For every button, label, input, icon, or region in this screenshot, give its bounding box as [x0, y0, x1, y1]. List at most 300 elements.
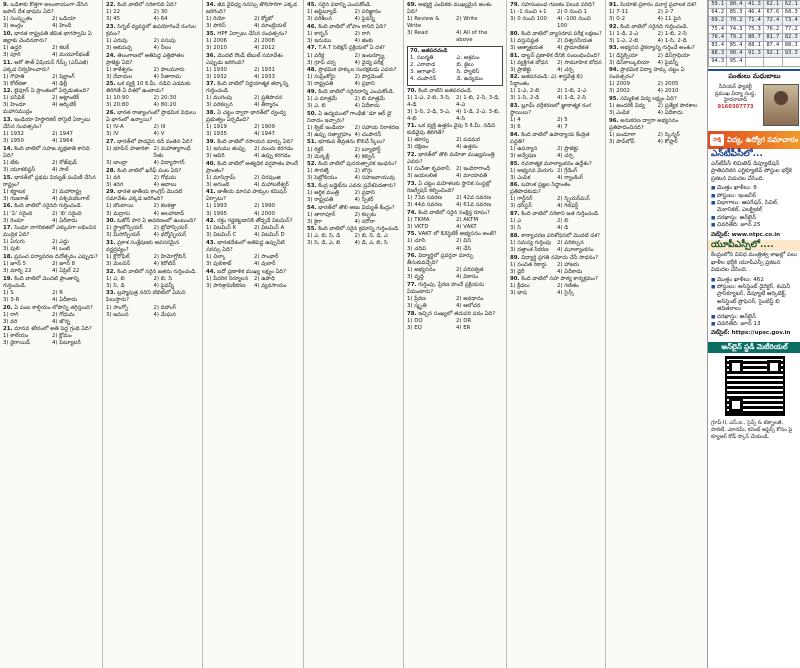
question-text: ఏ ఉద్యమంలో గాంధీజీ 'డూ ఆర్ డై' నినాదం ఇచ్చారు? [307, 110, 393, 124]
question-item [307, 161, 400, 182]
option-item: 4) 64 [153, 16, 168, 23]
option-item: 4) పైవన్నీ [153, 282, 175, 289]
question-text: మొదటి రౌండ్ టేబుల్ సమావేశం ఎప్పుడు జరిగింది? [206, 52, 283, 66]
upsc-bullet: ■ మొత్తం ఖాళీలు: 462 [711, 277, 798, 284]
score-cell: 72.4 [764, 17, 782, 25]
option-item: 2) III [153, 124, 166, 131]
question-options [510, 283, 602, 297]
score-row [709, 50, 800, 58]
option-item: 4) సాల్ [52, 167, 69, 174]
option-item: 4) స్పీకర్ [354, 197, 374, 204]
question-options [106, 203, 199, 217]
question-options [307, 212, 400, 226]
option-item: 1) DQ [407, 317, 423, 324]
question-number: 54. [307, 204, 317, 211]
question-item [206, 240, 300, 268]
question-options [106, 124, 199, 138]
question-text: ఏ చట్టం మహిళలకు స్థానిక సంస్థల్లో రిజర్వేషన్ కల్పించింది? [407, 180, 492, 194]
question-item [3, 2, 99, 30]
section-banner [708, 131, 800, 149]
option-item: 3) డిస్‌కాల్కులియా [609, 59, 650, 66]
question-options [206, 67, 300, 81]
option-item: 4) తీర్మానం [254, 102, 279, 109]
option-item: 4) ఢిల్లీ [52, 80, 68, 87]
option-item: 1) అభ్యసన మెరుగు [510, 167, 554, 174]
question-column-3 [202, 0, 303, 668]
question-item [307, 183, 400, 204]
option-item: 1) వ్యక్తిగత బోధన [510, 59, 549, 66]
option-item: 4) వ్యవసాయం [254, 282, 287, 289]
online-material-heading: ఆన్‌లైన్ స్టడీ మెటీరియల్ [708, 342, 800, 353]
match-right-item: డి. ఉద్యమం [456, 76, 483, 83]
score-cell: 92.1 [764, 50, 782, 58]
question-item [206, 161, 300, 189]
score-cell: 75.3 [745, 25, 763, 33]
question-number: 95. [609, 95, 619, 102]
option-item: 4) ఏదీకాదు [52, 296, 78, 303]
question-item [609, 118, 704, 146]
option-item: 2) ఎద్దు [52, 239, 69, 246]
option-item: 3) 1-సి, 2-డి [510, 95, 540, 102]
upsc-website[interactable]: వెబ్‌సైట్: https://upsc.gov.in [711, 330, 791, 337]
score-cell: 93.3 [782, 50, 800, 58]
option-item: 2) పరిజ్ఞానం [354, 9, 381, 16]
question-item [510, 276, 602, 297]
option-item: 4) పిట్యూటరీ [52, 340, 81, 347]
score-cell: 77.2 [782, 25, 800, 33]
question-text: ప్రాథమిక విద్యా హక్కు చట్టం ఏ సంవత్సరం? [609, 67, 685, 81]
option-item: 3) కోల్‌కతా [3, 80, 27, 87]
option-item: 3) హిందూ మహాసముద్రం [3, 102, 33, 116]
question-options [206, 254, 300, 268]
question-options [407, 296, 503, 310]
option-item: 3) ఆవిరి [206, 152, 225, 159]
question-item [3, 326, 99, 347]
question-number: 73. [407, 180, 417, 187]
author-heading: పంతులు మధుబాబు [708, 69, 800, 82]
score-cell [782, 58, 800, 66]
question-options [407, 16, 503, 44]
question-text: T.A.T సెలెక్షన్ ప్రక్రియలో ఏ దశ? [316, 45, 385, 52]
question-options [3, 131, 99, 145]
match-left-item: 4. చంపారన్ [410, 76, 437, 83]
option-item: 1) విటమిన్ K [206, 225, 236, 232]
question-number: 83. [510, 103, 520, 110]
question-options [3, 312, 99, 326]
option-item: 2) AKTM [456, 216, 478, 223]
option-item: 1) TKMA [407, 216, 430, 223]
question-item [609, 2, 704, 23]
option-item: 3) IV [106, 131, 119, 138]
option-item: 4) ఏదీకాదు [557, 268, 583, 275]
option-item: 3) పులికాట్ [206, 261, 232, 268]
banner-text: విద్య, ఉద్యోగ సమాచారం [727, 135, 799, 145]
question-number: 42. [206, 218, 216, 225]
question-number: 19. [3, 275, 13, 282]
question-options [510, 38, 602, 52]
option-item: 4) ఆలోచన [456, 303, 481, 310]
question-column-4 [303, 0, 403, 668]
option-item: 4) విటమిన్ D [254, 232, 285, 239]
option-item: 4) ర్యాంకింగ్ [557, 174, 584, 181]
option-item: 4) ఉప్పు కరగడం [254, 152, 291, 159]
question-options [106, 305, 199, 319]
question-text: సరైన పదాన్ని ఎంచుకోండి. [316, 2, 372, 8]
option-item: 3) జయలలిత [407, 173, 438, 180]
question-text: ఒడిశాకు కొత్తగా అలంకాయంగా చేసిన జపాన్ దేశ భాషను ఏది? [3, 2, 88, 16]
question-number: 53. [307, 182, 317, 189]
question-number: 22. [106, 2, 116, 8]
option-item: 2) బొగ్గు [354, 168, 373, 175]
question-options [3, 333, 99, 347]
question-item [407, 88, 503, 123]
question-number: 55. [307, 226, 317, 233]
option-item: 4) డి, ఎ, బి, సి [354, 240, 388, 247]
question-options [307, 168, 400, 182]
question-number: 96. [609, 117, 619, 124]
option-item: 1) అందరికీ విద్య [609, 103, 645, 110]
option-item: 1) ముగింపు [206, 95, 233, 102]
score-cell: 62.1 [782, 1, 800, 9]
question-text: కింది వాటిలో సహజ వృక్షజాతి కానిది ఏది? [3, 145, 90, 159]
question-options [206, 124, 300, 138]
option-item: 2) 42వ సవరణ [456, 195, 491, 201]
question-item [3, 203, 99, 224]
question-number: 89. [510, 254, 520, 261]
question-column-6 [506, 0, 605, 668]
question-number: 74. [407, 209, 417, 216]
question-options [307, 190, 400, 204]
option-item: 2) ప్రతిపాదన [254, 95, 283, 102]
option-item: 3) ఉప్పు సత్యాగ్రహం [307, 131, 352, 138]
option-item: 4) కోహ్లర్ [657, 138, 678, 145]
option-item: 1) రిక్టర్ [307, 146, 324, 153]
option-item: 3) 1-సి, 2-డి, 3-ఎ, 4-బి [407, 108, 451, 122]
question-options [106, 9, 199, 23]
option-item: 1) 2009 [609, 81, 630, 88]
option-item: 2) 30 [153, 9, 168, 16]
option-item: 1) 22 [106, 9, 121, 16]
question-number: 13. [3, 117, 13, 124]
ntpc-bullet: ■ చివరితేది: జూన్ 25 [711, 222, 798, 229]
option-item: 3) వృద్ధి [407, 274, 424, 281]
option-item: 3) 6 [510, 124, 521, 131]
question-options [206, 16, 300, 30]
option-item: 3) పరిశీలన [307, 16, 332, 23]
option-item: 3) మెర్కల్లీ [307, 153, 330, 160]
score-cell: 88.1 [745, 42, 763, 50]
option-item: 1) బొంబాయి [106, 203, 134, 210]
question-text: కింది వాటిలో సరైనది గుర్తించండి. [618, 23, 689, 30]
option-item: 3) డైరీ [510, 268, 525, 275]
score-cell: 88.3 [782, 42, 800, 50]
score-cell: 95.4 [727, 58, 745, 66]
option-item: 4) పైవన్నీ [354, 16, 376, 23]
question-text: పియాజె ప్రకారం మూర్త ప్రచాలక దశ? [618, 2, 697, 8]
option-item: 4) చేసి [456, 245, 472, 252]
question-text: ప్రకాశ సంశ్లేషణకు అవసరమైన వర్ణద్రవ్యం? [106, 239, 180, 253]
question-column-2 [102, 0, 202, 668]
option-item: 1) క్లోరోఫిల్ [106, 253, 130, 260]
question-item [510, 182, 602, 210]
option-item: 3) 2010 [206, 44, 227, 51]
option-item: 4) గిల్‌ఫర్డ్ [557, 203, 579, 210]
option-item: 2) 2-7 [657, 9, 674, 16]
question-options [609, 81, 704, 95]
option-item: 2) సహాయ నిరాకరణ [354, 124, 400, 131]
option-item: 4) నీలం [153, 44, 172, 51]
question-options [407, 95, 503, 123]
option-item: 2) బి [557, 218, 569, 225]
score-table [708, 0, 800, 67]
option-item: 1) 7-11 [609, 9, 629, 16]
question-options [510, 9, 602, 30]
question-item [407, 253, 503, 281]
option-item: 4) ఒంటె [52, 246, 71, 253]
score-cell: 85.4 [727, 42, 745, 50]
option-item: 2) కల్పకం [354, 211, 377, 218]
match-right-item: ఎ. ఆశ్రమం [456, 55, 480, 62]
question-number: 75. [407, 231, 417, 238]
question-options [407, 166, 503, 180]
question-item [407, 311, 503, 332]
option-item: 1) 2006 [206, 37, 227, 44]
option-item: 3) ఎ, బి [307, 103, 326, 110]
option-item: 2) పడమర [456, 137, 480, 144]
option-item: 3) దత్తాంశ సేకరణ [510, 246, 549, 253]
question-text: సిగ్నల్ వ్యవస్థలో ఉపయోగించే రంగుల క్రమం? [106, 23, 196, 37]
ntpc-intro: ఎన్‌టీపీసీ లిమిటెడ్ డిప్యూటేషన్ ప్రాతిపదికన ఎగ్జిక్యూటివ్ పోస్టుల భర్తీకి ప్రకటన విడుదల చేసింది. [711, 161, 792, 182]
question-number: 23. [106, 23, 116, 30]
option-item: 4) 1-డి, 2-ఎ, 3-బి, 4-సి [456, 108, 500, 122]
question-text: ఆరో సౌత్ ఏషియన్ గేమ్స్ (ఎస్ఎజీ) ఎక్కడ నిర్వహించారు? [3, 59, 89, 73]
question-options [106, 95, 199, 109]
question-item [206, 189, 300, 217]
option-item: 4) చర్చ [557, 152, 574, 159]
option-item: 2) 20:30 [153, 95, 177, 102]
question-item [3, 88, 99, 116]
ntpc-website[interactable]: వెబ్‌సైట్: www.ntpc.co.in [711, 231, 781, 238]
question-item [3, 60, 99, 88]
question-options [407, 267, 503, 281]
option-item: 1) మాసిన్రామ్ [206, 174, 236, 181]
option-item: 1) ఎ, బి [106, 275, 125, 282]
option-item: 1) చూసి [407, 238, 426, 245]
question-options [307, 147, 400, 161]
score-cell: 88.3 [709, 50, 727, 58]
question-item [510, 31, 602, 52]
option-item: 3) యూకలిప్టస్ [3, 167, 36, 174]
option-item: 2) స్పియర్‌మన్ [557, 196, 590, 203]
question-number: 87. [510, 211, 520, 218]
option-item: 2) గణితం [557, 283, 579, 290]
option-item: 3) Read [407, 30, 428, 37]
question-item [307, 111, 400, 139]
question-item [609, 96, 704, 117]
author-name: సీనియర్ ఫ్యాకల్టీ [719, 83, 752, 90]
option-item: 3) 44వ సవరణ [407, 202, 442, 209]
question-item [106, 139, 199, 167]
option-item: 2) R [52, 289, 63, 296]
question-item [307, 205, 400, 226]
option-item: 3) పూరి [3, 51, 21, 58]
option-item: 1) కాలేయం [3, 333, 29, 340]
question-number: 10. [3, 30, 13, 37]
option-item: 3) జమున [106, 311, 129, 318]
option-item: 4) VAKT [456, 223, 477, 230]
question-text: సహసంబంధ గుణకం విలువ పరిధి? [519, 2, 595, 8]
question-options [106, 38, 199, 52]
question-text: ఏ పంట కాల్షియం లోపాన్ని తగ్గిస్తుంది? [12, 304, 93, 311]
score-cell: 70.2 [727, 17, 745, 25]
question-options [106, 225, 199, 239]
question-number: 84. [510, 131, 520, 138]
option-item: 3) ప్రాజెక్టు [510, 66, 532, 73]
question-number: 77. [407, 281, 417, 288]
question-text: కార్యాచరణ పరిశోధనలో మొదటి దశ? [519, 232, 600, 239]
option-item: 4) All of the above [456, 30, 488, 44]
option-item: 2) జూన్ 8 [52, 261, 76, 268]
question-item [609, 67, 704, 95]
option-item: 3) 1932 [206, 73, 227, 80]
question-item [106, 110, 199, 138]
sakshi-logo-icon: సాక్షి [710, 134, 724, 146]
question-item [106, 2, 199, 23]
option-item: 4) జొన్న [52, 318, 70, 325]
question-options [407, 195, 503, 209]
option-item: 1) 4 [510, 117, 521, 124]
option-item: 1) 1993 [206, 203, 227, 210]
question-text: భారత రాష్ట్రపతి జీవిత భాగస్వామి ఏ జిల్లాకు చెందినవారు? [3, 30, 92, 44]
option-item: 4) విద్యాసాగర్ [153, 160, 185, 166]
question-text: HPF ఏర్పాటు చేసిన సంవత్సరం? [215, 30, 288, 37]
option-item: 1) 1930 [206, 66, 227, 73]
score-cell: 82.3 [782, 33, 800, 41]
question-text: ప్రాథమిక హక్కుల సంరక్షకుడు ఎవరు? [316, 67, 397, 74]
option-item: 4) హిందీ [52, 23, 72, 30]
question-item [510, 53, 602, 74]
question-text: భారత్‌లో ప్రథమ విద్యుత్ పంపిణీ చేసిన రాష్ట్రం? [3, 174, 96, 188]
question-number: 81. [510, 52, 520, 59]
option-item: 2) Write [456, 16, 478, 23]
question-number: 82. [510, 74, 520, 81]
question-text: విద్యార్థిలో ప్రవర్తనా మార్పు తీసుకువచ్చేది? [407, 253, 474, 267]
option-item: 1) ప్రేరణ [407, 296, 426, 303]
option-item: 3) మార్చి 22 [3, 268, 32, 275]
option-item: 4) ఉత్తరం [456, 144, 478, 151]
option-item: 1) 1-ఎ, 2-బి, 3-సి, 4-డి [407, 94, 451, 108]
question-item [206, 2, 300, 30]
option-item: 4) చంపారన్ [354, 131, 382, 138]
option-item: 3) దేవాదుల [106, 73, 133, 80]
question-options [206, 225, 300, 239]
option-item: 3) గ్రూప్ చర్చ [307, 59, 336, 66]
match-table-title: 70. జతపరచండి [410, 48, 448, 55]
question-item [407, 231, 503, 252]
score-cell: 68.3 [782, 9, 800, 17]
option-item: 2) షిల్లాంగ్ [52, 73, 75, 80]
option-item: 3) భాష [510, 290, 527, 297]
question-options [206, 146, 300, 160]
option-item: 2) 1909 [254, 124, 275, 131]
option-item: 2) బి, సి [153, 275, 173, 282]
question-text: ఏ చట్టం ద్వారా భారత్‌లో ద్వంద్వ ప్రభుత్వం ఏర్పడింది? [206, 110, 286, 124]
upsc-bullets [708, 276, 800, 330]
option-item: 1) ఉద్ఘరి [3, 44, 22, 51]
score-cell: 41.3 [745, 1, 763, 9]
option-item: 1) సంచిత రికార్డు [510, 261, 547, 268]
score-row [709, 25, 800, 33]
question-text: బహుళ ప్రజ్ఞల సిద్ధాంతం ప్రతిపాదకుడు? [510, 182, 571, 196]
match-left-item: 3. ఆగాఖాన్ [410, 69, 436, 76]
score-cell: 87.4 [764, 42, 782, 50]
question-item [407, 2, 503, 44]
option-item: 2) విశ్వసనీయత [557, 37, 593, 44]
question-item [206, 53, 300, 81]
option-item: 4) థర్మోస్ఫియర్ [153, 232, 187, 239]
question-options [3, 16, 99, 30]
question-item [510, 211, 602, 232]
option-item: 2) పరిపక్వత [456, 267, 484, 274]
option-item: 4) డి [557, 225, 569, 232]
question-options [510, 117, 602, 131]
score-row [709, 9, 800, 17]
question-number: 17. [3, 225, 13, 232]
question-number: 20. [3, 304, 13, 311]
question-text: కింది వాటిలో సరైన సంక్షిప్త రూపం? [416, 209, 490, 216]
option-item: 1) పసిఫిక్ [3, 95, 25, 102]
question-item [106, 81, 199, 109]
question-text: కింది వాటిలో సరైన జతను గుర్తించండి. [115, 268, 197, 275]
option-item: 4) మేఘన [153, 311, 176, 318]
question-options [307, 9, 400, 23]
option-item: 1) S [3, 289, 14, 296]
score-row [709, 58, 800, 66]
online-material-note: గ్రూప్-II, ఎస్.ఐ., సైన్స్ & టెక్నాలజీ, పాలిటీ, ఎకానమీ, కరెంట్ అఫైర్స్ కోసం పై క్యూఆర్ కోడ్ స్కాన్ చేయండి. [711, 419, 793, 440]
question-options [3, 211, 99, 225]
option-item: 2) ట్రోపోస్ఫియర్ [153, 225, 188, 232]
question-item [307, 2, 400, 23]
option-item: 2) కటక్ [52, 44, 70, 51]
option-item: 1) వస్తునిష్ఠత [510, 37, 539, 44]
question-text: టైఫూన్ ఏ ప్రాంతంలో ఏర్పడుతుంది? [12, 88, 90, 95]
option-item: 1) క్విట్ ఇండియా [307, 124, 345, 131]
qr-code-icon[interactable] [725, 356, 785, 416]
question-item [609, 45, 704, 66]
option-item: 3) రెండూ [3, 217, 24, 224]
option-item: 3) ఎంపిక [609, 110, 630, 117]
question-text: బ్రహ్మపుత్ర నదిని టిబెట్‌లో ఏమని పిలుస్తారు? [106, 290, 186, 304]
option-item: 3) EQ [407, 324, 422, 331]
score-cell: 67.6 [764, 9, 782, 17]
question-text: డాల్టన్ ప్రణాళిక దేనికి సంబంధించింది? [519, 52, 600, 59]
option-item: 4) 80:20 [153, 102, 177, 109]
question-text: జతపరచండి: ఎ) శాస్త్రవేత్త బి) సిద్ధాంతం [510, 74, 583, 88]
option-item: 2) బి, సి, డి, ఎ [354, 233, 388, 240]
option-item: 2) విటమిన్ A [254, 225, 285, 232]
question-item [106, 53, 199, 81]
question-options [307, 53, 400, 67]
score-row [709, 42, 800, 50]
option-item: 1) ఇనుము తుప్పు [206, 145, 246, 152]
option-item: 2) 1947 [52, 131, 73, 138]
question-item [307, 24, 400, 45]
question-item [106, 168, 199, 189]
question-item [510, 2, 602, 30]
option-item: 1) ఉపన్యాస [510, 145, 538, 152]
question-text: కింది వాటిలో సరైన క్రమాన్ని గుర్తించండి. [316, 226, 400, 233]
question-options [510, 146, 602, 160]
